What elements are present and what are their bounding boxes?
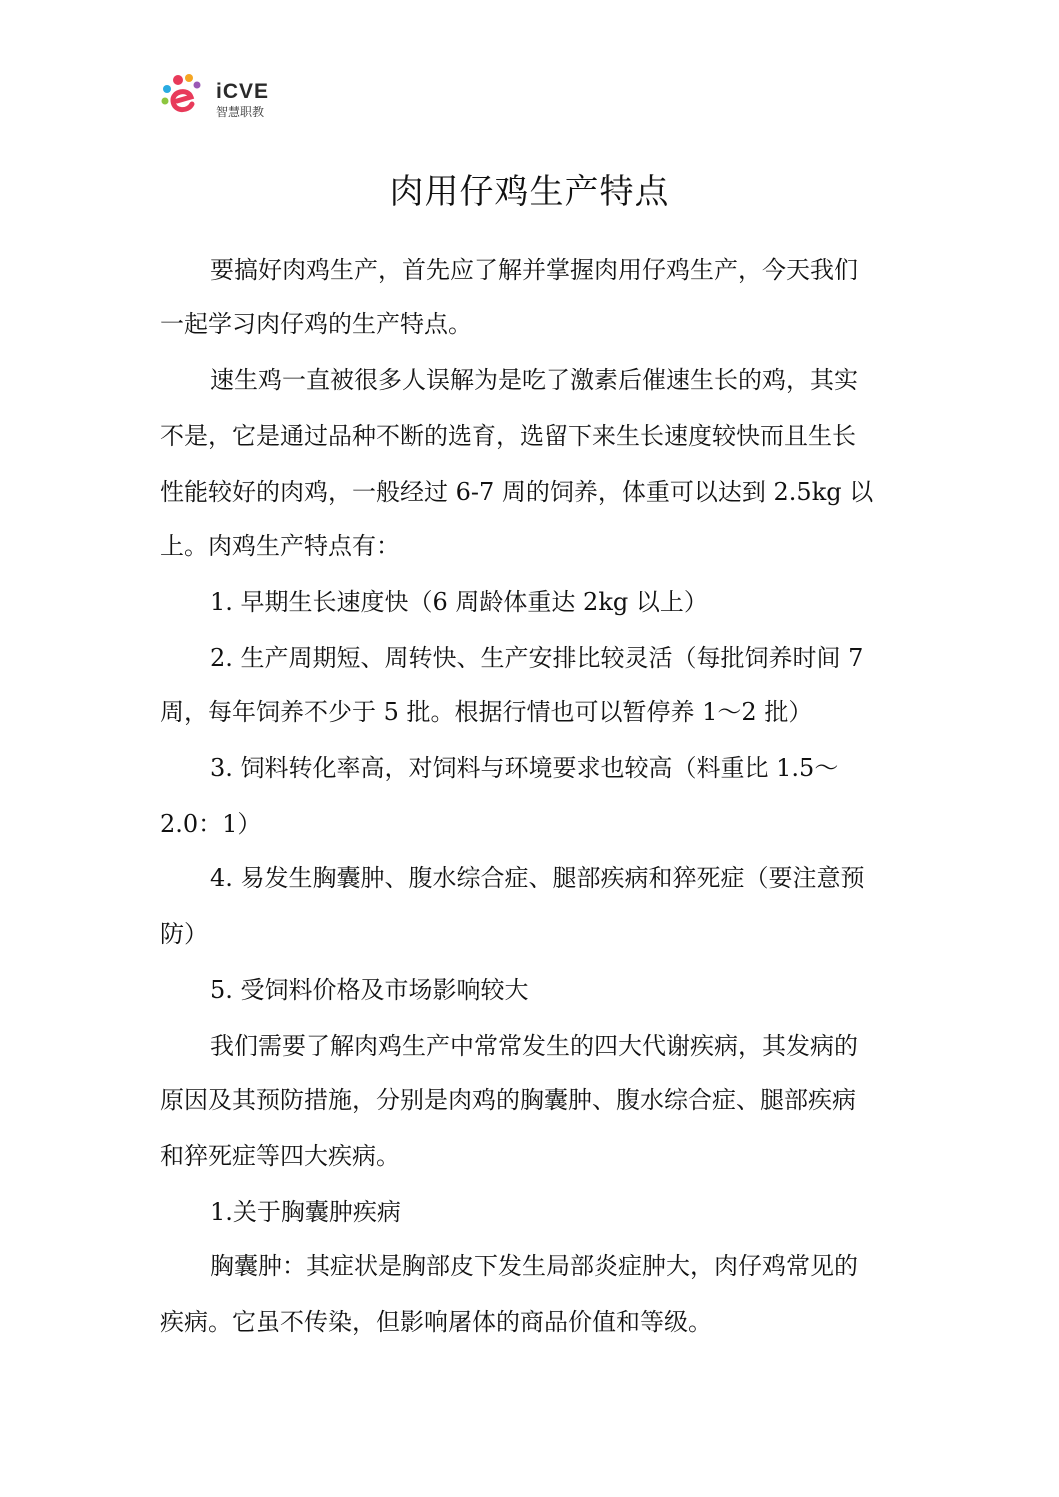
logo-brand-text: iCVE xyxy=(216,80,270,103)
paragraph-line: 一起学习肉仔鸡的生产特点。 xyxy=(160,310,472,338)
paragraph-line: 不是，它是通过品种不断的选育，选留下来生长速度较快而且生长 xyxy=(160,422,856,450)
paragraph-line: 上。肉鸡生产特点有： xyxy=(160,532,400,560)
paragraph-line: 胸囊肿：其症状是胸部皮下发生局部炎症肿大，肉仔鸡常见的 xyxy=(210,1252,858,1280)
list-item: 4. 易发生胸囊肿、腹水综合症、腿部疾病和猝死症（要注意预 xyxy=(210,864,865,892)
list-item: 周，每年饲养不少于 5 批。根据行情也可以暂停养 1～2 批） xyxy=(160,698,813,726)
section-heading: 1.关于胸囊肿疾病 xyxy=(210,1198,401,1226)
paragraph-line: 要搞好肉鸡生产，首先应了解并掌握肉用仔鸡生产，今天我们 xyxy=(210,256,858,284)
list-item: 防） xyxy=(160,920,208,948)
paragraph-line: 性能较好的肉鸡，一般经过 6-7 周的饲养，体重可以达到 2.5kg 以 xyxy=(160,478,874,506)
logo-mark-icon xyxy=(158,70,214,126)
paragraph-line: 我们需要了解肉鸡生产中常常发生的四大代谢疾病，其发病的 xyxy=(210,1032,858,1060)
list-item: 3. 饲料转化率高，对饲料与环境要求也较高（料重比 1.5～ xyxy=(210,754,839,782)
list-item: 5. 受饲料价格及市场影响较大 xyxy=(210,976,529,1004)
icve-logo xyxy=(158,70,288,126)
list-item: 2. 生产周期短、周转快、生产安排比较灵活（每批饲养时间 7 xyxy=(210,644,864,672)
paragraph-line: 原因及其预防措施，分别是肉鸡的胸囊肿、腹水综合症、腿部疾病 xyxy=(160,1086,856,1114)
logo-subtitle: 智慧职教 xyxy=(216,105,265,119)
page-title: 肉用仔鸡生产特点 xyxy=(389,172,670,212)
paragraph-line: 速生鸡一直被很多人误解为是吃了激素后催速生长的鸡，其实 xyxy=(210,366,858,394)
list-item: 1. 早期生长速度快（6 周龄体重达 2kg 以上） xyxy=(210,588,708,616)
paragraph-line: 和猝死症等四大疾病。 xyxy=(160,1142,400,1170)
list-item: 2.0：1） xyxy=(160,810,262,838)
paragraph-line: 疾病。它虽不传染，但影响屠体的商品价值和等级。 xyxy=(160,1308,712,1336)
